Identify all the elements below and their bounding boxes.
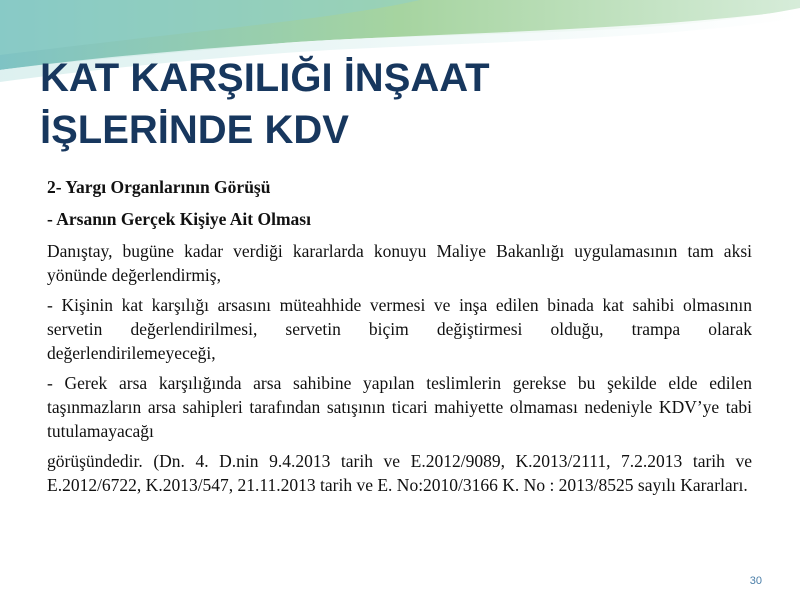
slide-body [47, 175, 752, 503]
section-subheading: - Arsanın Gerçek Kişiye Ait Olması [47, 209, 311, 229]
section-heading: 2- Yargı Organlarının Görüşü [47, 177, 271, 197]
body-paragraph: görüşündedir. (Dn. 4. D.nin 9.4.2013 tarih ve E.2012/9089, K.2013/2111, 7.2.2013 tarih ve E.2012/6722, K.2013/547, 21.11.2013 tarih ve E. No:2010/3166 K. No : 2013/8525 sayılı Kararları. [47, 451, 752, 495]
body-paragraph: - Kişinin kat karşılığı arsasını müteahhide vermesi ve inşa edilen binada kat sahibi olmasının servetin değerlendirilmesi, servetin biçim değiştirmesi olduğu, trampa olarak değerlendirilemeyeceği, [47, 295, 752, 363]
page-number: 30 [749, 575, 762, 587]
slide-title [40, 52, 760, 156]
slide-title-line-1: KAT KARŞILIĞI İNŞAAT [40, 56, 490, 100]
body-paragraph: - Gerek arsa karşılığında arsa sahibine yapılan teslimlerin gerekse bu şekilde elde edilen taşınmazların arsa sahipleri tarafından satışının ticari mahiyette olmaması nedeniyle KDV’ye tabi tutulamayacağı [47, 373, 752, 441]
body-paragraph: Danıştay, bugüne kadar verdiği kararlarda konuyu Maliye Bakanlığı uygulamasının tam aksi yönünde değerlendirmiş, [47, 241, 752, 285]
slide-title-line-2: İŞLERİNDE KDV [40, 108, 349, 152]
